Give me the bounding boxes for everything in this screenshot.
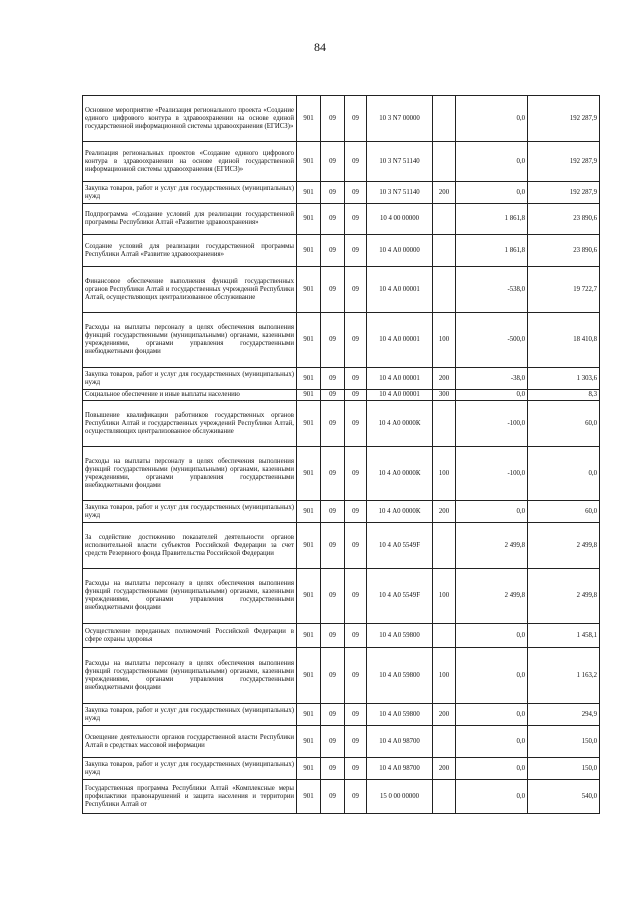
row-expense-type-code: 100 [433,447,456,501]
row-amount-change: 0,0 [456,704,528,726]
row-description: Закупка товаров, работ и услуг для государственных (муниципальных) нужд [83,758,297,780]
row-amount-total: 540,0 [528,780,600,814]
row-amount-total: 1 163,2 [528,648,600,704]
row-description: Расходы на выплаты персоналу в целях обеспечения выполнения функций государственными (муниципальными) органами, казенными учреждениями, органами управления государственными внебюджетными фондами [83,648,297,704]
row-expense-type-code: 200 [433,704,456,726]
row-amount-total: 192 287,9 [528,142,600,182]
row-amount-change: 0,0 [456,780,528,814]
row-section-code: 09 [321,758,345,780]
row-amount-total: 60,0 [528,501,600,523]
row-grbs-code: 901 [297,726,321,758]
row-amount-change: 1 861,8 [456,235,528,267]
row-amount-change: 0,0 [456,96,528,142]
row-target-article-code: 10 3 N7 00000 [367,96,433,142]
row-amount-total: 294,9 [528,704,600,726]
row-amount-change: 0,0 [456,726,528,758]
row-grbs-code: 901 [297,368,321,390]
row-grbs-code: 901 [297,758,321,780]
row-subsection-code: 09 [345,204,367,235]
row-amount-change: -100,0 [456,401,528,447]
row-expense-type-code [433,726,456,758]
row-expense-type-code [433,401,456,447]
row-description: Освещение деятельности органов государственной власти Республики Алтай в средствах массовой информации [83,726,297,758]
row-grbs-code: 901 [297,780,321,814]
row-amount-total: 8,3 [528,390,600,401]
row-subsection-code: 09 [345,501,367,523]
row-expense-type-code [433,780,456,814]
row-amount-total: 23 890,6 [528,204,600,235]
table-row [83,704,600,726]
table-row [83,182,600,204]
row-section-code: 09 [321,390,345,401]
row-target-article-code: 10 3 N7 51140 [367,142,433,182]
row-subsection-code: 09 [345,447,367,501]
row-amount-total: 0,0 [528,447,600,501]
row-amount-change: 2 499,8 [456,523,528,569]
row-expense-type-code: 100 [433,648,456,704]
row-subsection-code: 09 [345,780,367,814]
row-expense-type-code: 100 [433,313,456,368]
row-subsection-code: 09 [345,523,367,569]
row-amount-total: 150,0 [528,758,600,780]
row-grbs-code: 901 [297,313,321,368]
row-target-article-code: 10 4 А0 5549F [367,523,433,569]
row-amount-change: 0,0 [456,624,528,648]
row-description: Реализация региональных проектов «Создание единого цифрового контура в здравоохранении на основе единой государственной информационной системы здравоохранения (ЕГИСЗ)» [83,142,297,182]
row-amount-change: 0,0 [456,142,528,182]
row-amount-total: 19 722,7 [528,267,600,313]
row-subsection-code: 09 [345,96,367,142]
row-section-code: 09 [321,624,345,648]
row-subsection-code: 09 [345,758,367,780]
row-description: Государственная программа Республики Алтай «Комплексные меры профилактики правонарушений и защита населения и территории Республики Алтай от [83,780,297,814]
row-description: Расходы на выплаты персоналу в целях обеспечения выполнения функций государственными (муниципальными) органами, казенными учреждениями, органами управления государственными внебюджетными фондами [83,569,297,624]
row-expense-type-code [433,142,456,182]
row-description: Закупка товаров, работ и услуг для государственных (муниципальных) нужд [83,704,297,726]
row-section-code: 09 [321,648,345,704]
table-row [83,390,600,401]
row-subsection-code: 09 [345,142,367,182]
row-target-article-code: 10 4 А0 59800 [367,704,433,726]
row-amount-change: -38,0 [456,368,528,390]
row-grbs-code: 901 [297,523,321,569]
row-description: Расходы на выплаты персоналу в целях обеспечения выполнения функций государственными (муниципальными) органами, казенными учреждениями, органами управления государственными внебюджетными фондами [83,447,297,501]
table-row [83,648,600,704]
row-amount-change: -538,0 [456,267,528,313]
row-expense-type-code: 200 [433,501,456,523]
row-subsection-code: 09 [345,182,367,204]
row-section-code: 09 [321,142,345,182]
table-row [83,780,600,814]
row-subsection-code: 09 [345,624,367,648]
table-row [83,204,600,235]
row-amount-total: 150,0 [528,726,600,758]
row-section-code: 09 [321,368,345,390]
row-amount-change: 2 499,8 [456,569,528,624]
row-section-code: 09 [321,501,345,523]
row-target-article-code: 10 4 А0 00001 [367,313,433,368]
row-description: Повышение квалификации работников государственных органов Республики Алтай и государственных учреждений Республики Алтай, осуществляющих централизованное обслуживание [83,401,297,447]
row-subsection-code: 09 [345,235,367,267]
row-subsection-code: 09 [345,313,367,368]
row-grbs-code: 901 [297,401,321,447]
page-number: 84 [314,40,326,54]
row-expense-type-code [433,204,456,235]
row-grbs-code: 901 [297,390,321,401]
row-expense-type-code: 300 [433,390,456,401]
row-section-code: 09 [321,704,345,726]
row-amount-change: 0,0 [456,501,528,523]
row-target-article-code: 10 3 N7 51140 [367,182,433,204]
table-row [83,235,600,267]
row-target-article-code: 10 4 А0 00001 [367,267,433,313]
row-amount-change: -500,0 [456,313,528,368]
row-expense-type-code: 100 [433,569,456,624]
row-grbs-code: 901 [297,96,321,142]
row-description: Социальное обеспечение и иные выплаты населению [83,390,297,401]
table-row [83,142,600,182]
row-section-code: 09 [321,780,345,814]
row-grbs-code: 901 [297,204,321,235]
row-amount-total: 23 890,6 [528,235,600,267]
row-expense-type-code: 200 [433,758,456,780]
table-row [83,96,600,142]
row-grbs-code: 901 [297,447,321,501]
row-section-code: 09 [321,313,345,368]
row-expense-type-code: 200 [433,368,456,390]
row-description: Закупка товаров, работ и услуг для государственных (муниципальных) нужд [83,368,297,390]
row-target-article-code: 10 4 А0 00001 [367,390,433,401]
row-target-article-code: 10 4 А0 0000К [367,501,433,523]
row-section-code: 09 [321,726,345,758]
row-target-article-code: 10 4 А0 00000 [367,235,433,267]
row-target-article-code: 10 4 А0 98700 [367,758,433,780]
table-row [83,447,600,501]
table-row [83,501,600,523]
row-expense-type-code [433,523,456,569]
row-target-article-code: 10 4 А0 59800 [367,648,433,704]
row-section-code: 09 [321,447,345,501]
budget-table [82,95,600,814]
row-grbs-code: 901 [297,142,321,182]
row-amount-total: 2 499,8 [528,523,600,569]
row-grbs-code: 901 [297,267,321,313]
row-description: Подпрограмма «Создание условий для реализации государственной программы Республики Алтай «Развитие здравоохранения» [83,204,297,235]
row-amount-total: 60,0 [528,401,600,447]
row-amount-total: 192 287,9 [528,96,600,142]
row-amount-total: 2 499,8 [528,569,600,624]
row-grbs-code: 901 [297,235,321,267]
row-grbs-code: 901 [297,624,321,648]
row-amount-total: 192 287,9 [528,182,600,204]
row-expense-type-code [433,267,456,313]
row-grbs-code: 901 [297,704,321,726]
table-row [83,267,600,313]
row-grbs-code: 901 [297,648,321,704]
row-amount-change: 0,0 [456,390,528,401]
row-subsection-code: 09 [345,648,367,704]
row-amount-change: 0,0 [456,758,528,780]
row-target-article-code: 10 4 А0 5549F [367,569,433,624]
row-target-article-code: 10 4 А0 98700 [367,726,433,758]
row-description: Основное мероприятие «Реализация регионального проекта «Создание единого цифрового контура в здравоохранении на основе единой государственной информационной системы здравоохранения (ЕГИСЗ)» [83,96,297,142]
row-description: Расходы на выплаты персоналу в целях обеспечения выполнения функций государственными (муниципальными) органами, казенными учреждениями, органами управления государственными внебюджетными фондами [83,313,297,368]
row-target-article-code: 10 4 А0 00001 [367,368,433,390]
row-description: Финансовое обеспечение выполнения функций государственных органов Республики Алтай и государственных учреждений Республики Алтай, осуществляющих централизованное обслуживание [83,267,297,313]
row-amount-total: 1 458,1 [528,624,600,648]
table-row [83,523,600,569]
table-row [83,624,600,648]
row-section-code: 09 [321,182,345,204]
row-amount-change: 1 861,8 [456,204,528,235]
table-row [83,313,600,368]
row-subsection-code: 09 [345,368,367,390]
row-section-code: 09 [321,204,345,235]
row-grbs-code: 901 [297,569,321,624]
row-expense-type-code [433,624,456,648]
row-description: Закупка товаров, работ и услуг для государственных (муниципальных) нужд [83,182,297,204]
row-description: За содействие достижению показателей деятельности органов исполнительной власти субъектов Российской Федерации за счет средств Резервного фонда Правительства Российской Федерации [83,523,297,569]
row-section-code: 09 [321,523,345,569]
table-row [83,726,600,758]
table-row [83,401,600,447]
row-expense-type-code [433,96,456,142]
row-expense-type-code [433,235,456,267]
row-amount-total: 18 410,8 [528,313,600,368]
row-section-code: 09 [321,96,345,142]
row-subsection-code: 09 [345,267,367,313]
row-amount-change: 0,0 [456,648,528,704]
row-subsection-code: 09 [345,726,367,758]
row-target-article-code: 10 4 А0 0000К [367,401,433,447]
row-subsection-code: 09 [345,401,367,447]
row-grbs-code: 901 [297,501,321,523]
row-subsection-code: 09 [345,569,367,624]
row-amount-change: 0,0 [456,182,528,204]
row-target-article-code: 10 4 00 00000 [367,204,433,235]
table-row [83,758,600,780]
row-section-code: 09 [321,401,345,447]
row-grbs-code: 901 [297,182,321,204]
table-row [83,569,600,624]
row-section-code: 09 [321,235,345,267]
row-amount-total: 1 303,6 [528,368,600,390]
row-subsection-code: 09 [345,704,367,726]
row-subsection-code: 09 [345,390,367,401]
row-target-article-code: 10 4 А0 0000К [367,447,433,501]
row-description: Создание условий для реализации государственной программы Республики Алтай «Развитие здравоохранения» [83,235,297,267]
row-section-code: 09 [321,267,345,313]
row-target-article-code: 10 4 А0 59800 [367,624,433,648]
row-expense-type-code: 200 [433,182,456,204]
table-row [83,368,600,390]
row-description: Закупка товаров, работ и услуг для государственных (муниципальных) нужд [83,501,297,523]
row-section-code: 09 [321,569,345,624]
row-target-article-code: 15 0 00 00000 [367,780,433,814]
row-description: Осуществление переданных полномочий Российской Федерации в сфере охраны здоровья [83,624,297,648]
row-amount-change: -100,0 [456,447,528,501]
